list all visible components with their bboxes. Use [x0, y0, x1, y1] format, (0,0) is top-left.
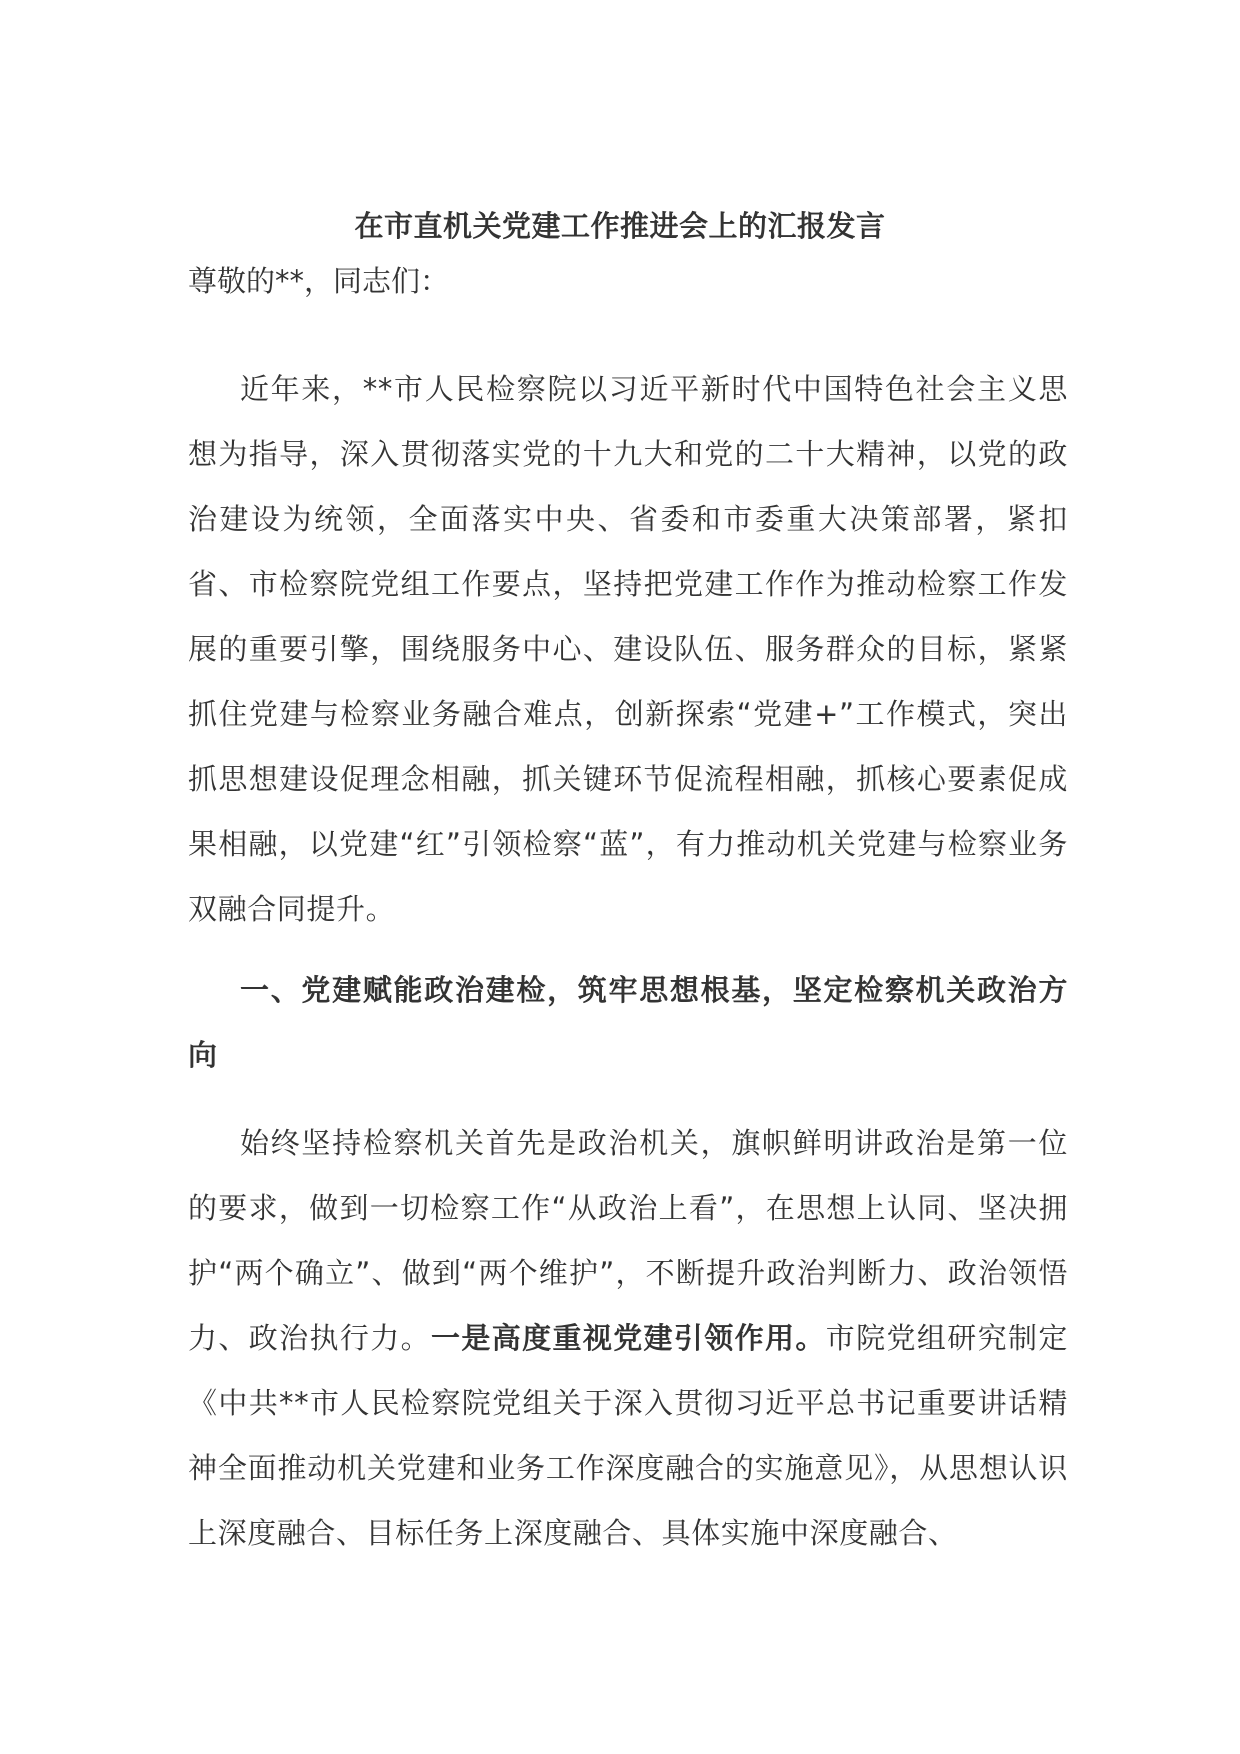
paragraph-section-1-bold-point: 一是高度重视党建引领作用。 [430, 1321, 826, 1355]
section-heading-1: 一、党建赋能政治建检，筑牢思想根基，坚定检察机关政治方向 [188, 973, 1068, 1072]
paragraph-intro: 近年来，**市人民检察院以习近平新时代中国特色社会主义思想为指导，深入贯彻落实党的十九大和党的二十大精神，以党的政治建设为统领，全面落实中央、省委和市委重大决策部署，紧扣省、市检察院党组工作要点，坚持把党建工作作为推动检察工作发展的重要引擎，围绕服务中心、建设队伍、服务群众的目标，紧紧抓住党建与检察业务融合难点，创新探索“党建+”工作模式，突出抓思想建设促理念相融，抓关键环节促流程相融，抓核心要素促成果相融，以党建“红”引领检察“蓝”，有力推动机关党建与检察业务双融合同提升。 [188, 372, 1068, 926]
paragraph-section-1-text-a: 始终坚持检察机关首先是政治机关，旗帜鲜明讲政治是第一位的要求，做到一切检察工作“从政治上看”，在思想上认同、坚决拥护“两个确立”、做到“两个维护”，不断提升政治判断力、政治领悟力、政治执行力。 [188, 1126, 1068, 1355]
salutation: 尊敬的**，同志们： [188, 264, 450, 298]
paragraph-section-1 [188, 1111, 1068, 1566]
paragraph-section-1-text-b: 市院党组研究制定《中共**市人民检察院党组关于深入贯彻习近平总书记重要讲话精神全面推动机关党建和业务工作深度融合的实施意见》，从思想认识上深度融合、目标任务上深度融合、具体实施中深度融合、 [188, 1321, 1068, 1550]
document-title: 在市直机关党建工作推进会上的汇报发言 [354, 209, 886, 243]
